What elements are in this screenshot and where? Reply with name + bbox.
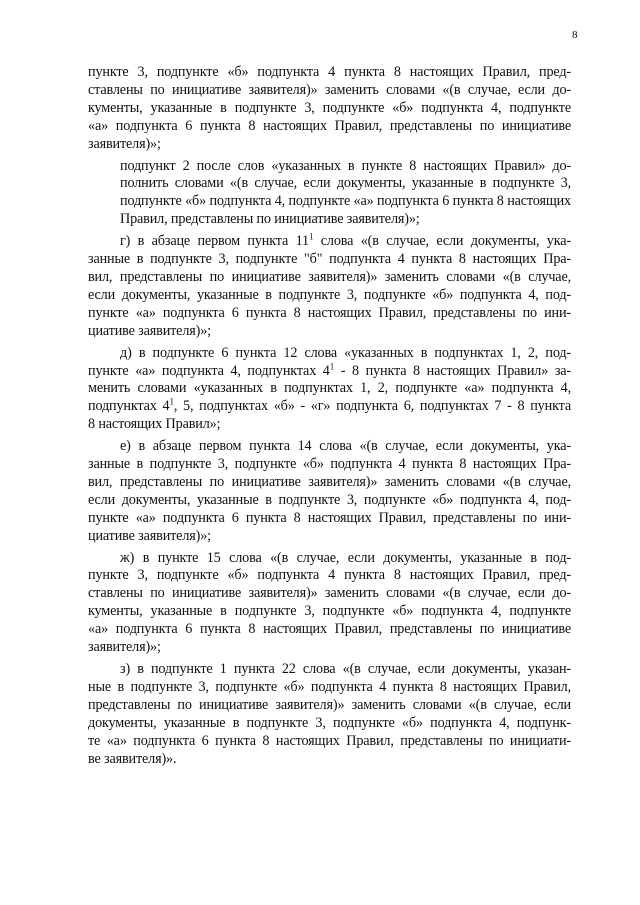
text-line: полнить словами «(в случае, если документы, указанные в подпункте 3, bbox=[120, 175, 571, 192]
text-line: заявителя)»; bbox=[88, 639, 161, 656]
text-line: менить словами «указанных в подпунктах 1, 2, подпункте «а» подпункта 4, bbox=[88, 380, 571, 397]
text-line: «а» подпункта 6 пункта 8 настоящих Правил, представлены по инициативе bbox=[88, 621, 571, 638]
text-line: представлены по инициативе заявителя)» заменить словами «(в случае, если bbox=[88, 696, 571, 713]
paragraph-item-g bbox=[88, 233, 571, 340]
superscript: 1 bbox=[329, 360, 335, 371]
text-line: пункте «а» подпункта 6 пункта 8 настоящих Правил, представлены по ини- bbox=[88, 509, 571, 526]
text-line: пункте 3, подпункте «б» подпункта 4 пункта 8 настоящих Правил, пред- bbox=[88, 567, 571, 584]
text-fragment: слова «(в случае, если документы, ука- bbox=[320, 233, 571, 250]
text-line: ные в подпункте 3, подпункте «б» подпункта 4 пункта 8 настоящих Правил, bbox=[88, 678, 571, 695]
text-fragment: подпунктах 4 bbox=[88, 398, 170, 415]
superscript: 1 bbox=[308, 231, 314, 242]
text-line: те «а» подпункта 6 пункта 8 настоящих Правил, представлены по инициати- bbox=[88, 732, 571, 749]
text-line: е) в абзаце первом пункта 14 слова «(в случае, если документы, ука- bbox=[120, 438, 571, 455]
paragraph-subpoint-2 bbox=[88, 158, 571, 230]
text-line: вил, представлены по инициативе заявителя)» заменить словами «(в случае, bbox=[88, 473, 571, 490]
text-line: з) в подпункте 1 пункта 22 слова «(в случае, если документы, указан- bbox=[120, 661, 571, 677]
text-line bbox=[88, 233, 571, 251]
text-line: д) в подпункте 6 пункта 12 слова «указанных в подпунктах 1, 2, под- bbox=[120, 344, 571, 361]
text-line bbox=[88, 398, 571, 416]
text-line: ставлены по инициативе заявителя)» заменить словами «(в случае, если до- bbox=[88, 81, 571, 98]
text-fragment: г) в абзаце первом пункта 11 bbox=[120, 233, 309, 250]
text-line: пункте «а» подпункта 6 пункта 8 настоящих Правил, представлены по ини- bbox=[88, 304, 571, 321]
text-fragment: - 8 пункта 8 настоящих Правил» за- bbox=[340, 362, 571, 379]
text-line: кументы, указанные в подпункте 3, подпункте «б» подпункта 4, подпункте bbox=[88, 99, 571, 116]
paragraph-item-z bbox=[88, 661, 571, 768]
text-line: вил, представлены по инициативе заявителя)» заменить словами «(в случае, bbox=[88, 268, 571, 285]
text-line: занные в подпункте 3, подпункте «б» подпункта 4 пункта 8 настоящих Пра- bbox=[88, 456, 571, 473]
text-line: если документы, указанные в подпункте 3, подпункте «б» подпункта 4, под- bbox=[88, 286, 571, 303]
text-line: подпункт 2 после слов «указанных в пункте 8 настоящих Правил» до- bbox=[120, 157, 571, 174]
text-line: циативе заявителя)»; bbox=[88, 322, 211, 339]
text-line: ж) в пункте 15 слова «(в случае, если документы, указанные в под- bbox=[120, 549, 571, 566]
paragraph-item-zh bbox=[88, 550, 571, 657]
text-line: если документы, указанные в подпункте 3, подпункте «б» подпункта 4, под- bbox=[88, 491, 571, 508]
text-line: документы, указанные в подпункте 3, подпункте «б» подпункта 4, подпунк- bbox=[88, 714, 571, 731]
text-line: 8 настоящих Правил»; bbox=[88, 416, 221, 433]
text-line: ставлены по инициативе заявителя)» заменить словами «(в случае, если до- bbox=[88, 585, 571, 602]
text-line: заявителя)»; bbox=[88, 135, 161, 152]
superscript: 1 bbox=[169, 396, 174, 407]
text-line: Правил, представлены по инициативе заявителя)»; bbox=[120, 211, 420, 228]
text-fragment: , 5, подпунктах «б» - «г» подпункта 6, подпунктах 7 - 8 пункта bbox=[173, 398, 571, 415]
text-line: пункте 3, подпункте «б» подпункта 4 пункта 8 настоящих Правил, пред- bbox=[88, 64, 571, 80]
text-line bbox=[88, 360, 571, 381]
document-body bbox=[88, 64, 571, 772]
text-line: подпункте «б» подпункта 4, подпункте «а» подпункта 6 пункта 8 настоящих bbox=[120, 193, 571, 210]
paragraph-continuation bbox=[88, 64, 571, 154]
text-fragment: пункте «а» подпункта 4, подпунктах 4 bbox=[88, 362, 330, 379]
paragraph-item-e bbox=[88, 438, 571, 545]
paragraph-item-d bbox=[88, 345, 571, 435]
text-line: занные в подпункте 3, подпункте "б" подпункта 4 пункта 8 настоящих Пра- bbox=[88, 251, 571, 268]
page-number: 8 bbox=[572, 29, 578, 41]
text-line: циативе заявителя)»; bbox=[88, 527, 211, 544]
text-line: кументы, указанные в подпункте 3, подпункте «б» подпункта 4, подпункте bbox=[88, 603, 571, 620]
text-line: ве заявителя)». bbox=[88, 750, 177, 767]
text-line: «а» подпункта 6 пункта 8 настоящих Правил, представлены по инициативе bbox=[88, 117, 571, 134]
